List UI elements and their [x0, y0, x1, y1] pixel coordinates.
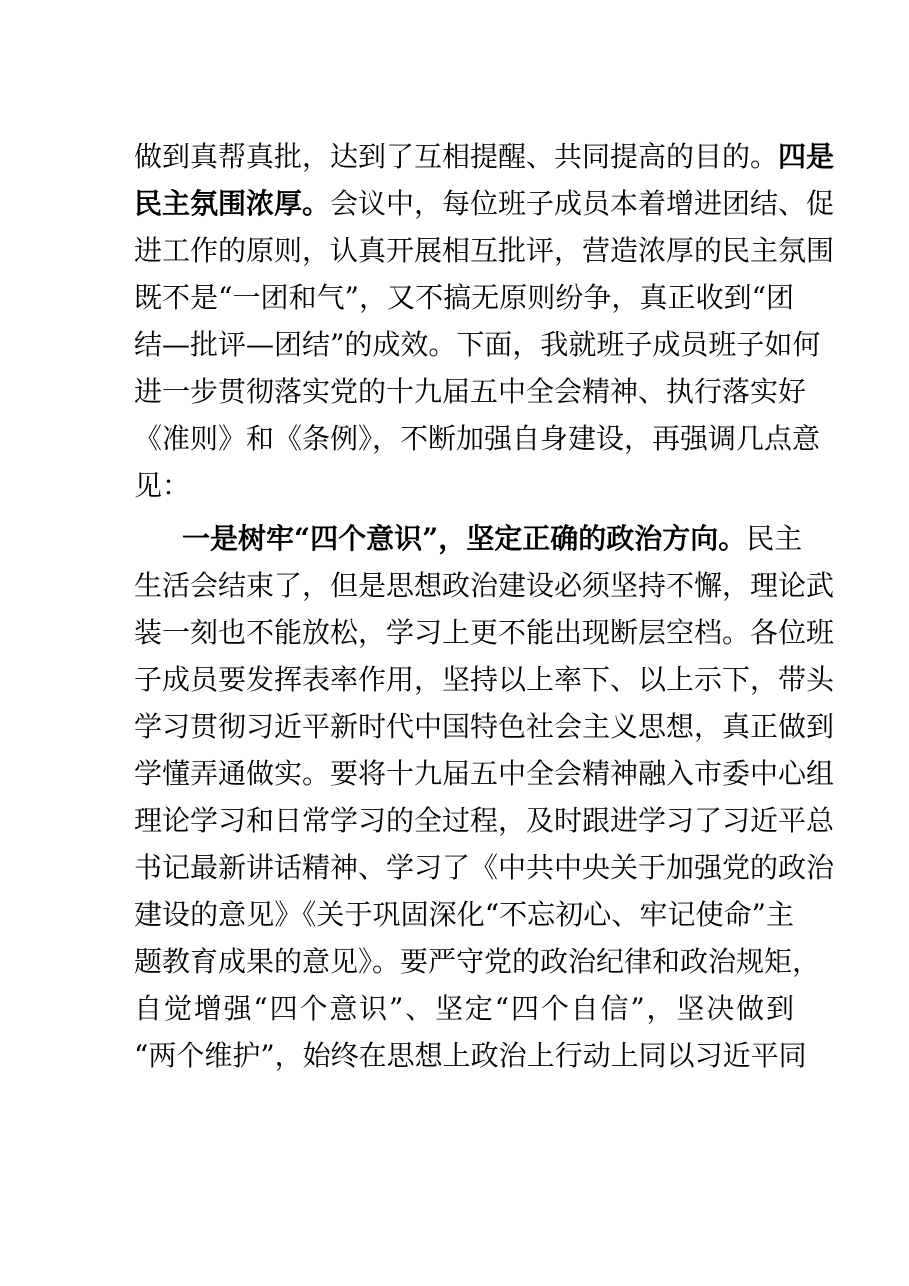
- paragraph-line: 既不是“一团和气”，又不搞无原则纷争，真正收到“团: [134, 281, 794, 314]
- text-run: 会议中，每位班子成员本着增进团结、促: [330, 187, 835, 220]
- paragraph-line: [134, 133, 835, 180]
- paragraph-line: 自觉增强“四个意识”、坚定“四个自信”，坚决做到: [134, 992, 794, 1025]
- paragraph-line: 题教育成果的意见》。要严守党的政治纪律和政治规矩，: [134, 945, 821, 978]
- paragraph-line: 建设的意见》《关于巩固深化“不忘初心、牢记使命”主: [134, 898, 794, 931]
- bold-heading-run: 一是树牢“四个意识”，坚定正确的政治方向。: [182, 522, 747, 555]
- paragraph-line: 学懂弄通做实。要将十九届五中全会精神融入市委中心组: [134, 757, 835, 790]
- paragraph-line: 书记最新讲话精神、学习了《中共中央关于加强党的政治: [134, 851, 835, 884]
- paragraph-line: 进一步贯彻落实党的十九届五中全会精神、执行落实好: [134, 375, 807, 408]
- paragraph-line: [134, 515, 803, 562]
- paragraph-line: [134, 180, 835, 227]
- paragraph-line: 学习贯彻习近平新时代中国特色社会主义思想，真正做到: [134, 710, 835, 743]
- paragraph-line: 理论学习和日常学习的全过程，及时跟进学习了习近平总: [134, 804, 835, 837]
- paragraph-line: 装一刻也不能放松，学习上更不能出现断层空档。各位班: [134, 616, 835, 649]
- text-run: 做到真帮真批，达到了互相提醒、共同提高的目的。: [134, 140, 779, 173]
- paragraph-line: 生活会结束了，但是思想政治建设必须坚持不懈，理论武: [134, 569, 835, 602]
- paragraph-2: [134, 515, 835, 1079]
- paragraph-1: [134, 133, 835, 509]
- paragraph-line: 《准则》和《条例》，不断加强自身建设，再强调几点意: [134, 422, 821, 455]
- text-run: 民主: [746, 522, 803, 555]
- paragraph-line: “两个维护”，始终在思想上政治上行动上同以习近平同: [134, 1039, 807, 1072]
- paragraph-line: 子成员要发挥表率作用，坚持以上率下、以上示下，带头: [134, 663, 835, 696]
- paragraph-line: 进工作的原则，认真开展相互批评，营造浓厚的民主氛围: [134, 234, 835, 267]
- paragraph-line: 见：: [134, 469, 191, 502]
- paragraph-line: 结—批评—团结”的成效。下面，我就班子成员班子如何: [134, 328, 821, 361]
- bold-heading-run: 民主氛围浓厚。: [134, 187, 331, 220]
- bold-heading-run: 四是: [778, 140, 835, 173]
